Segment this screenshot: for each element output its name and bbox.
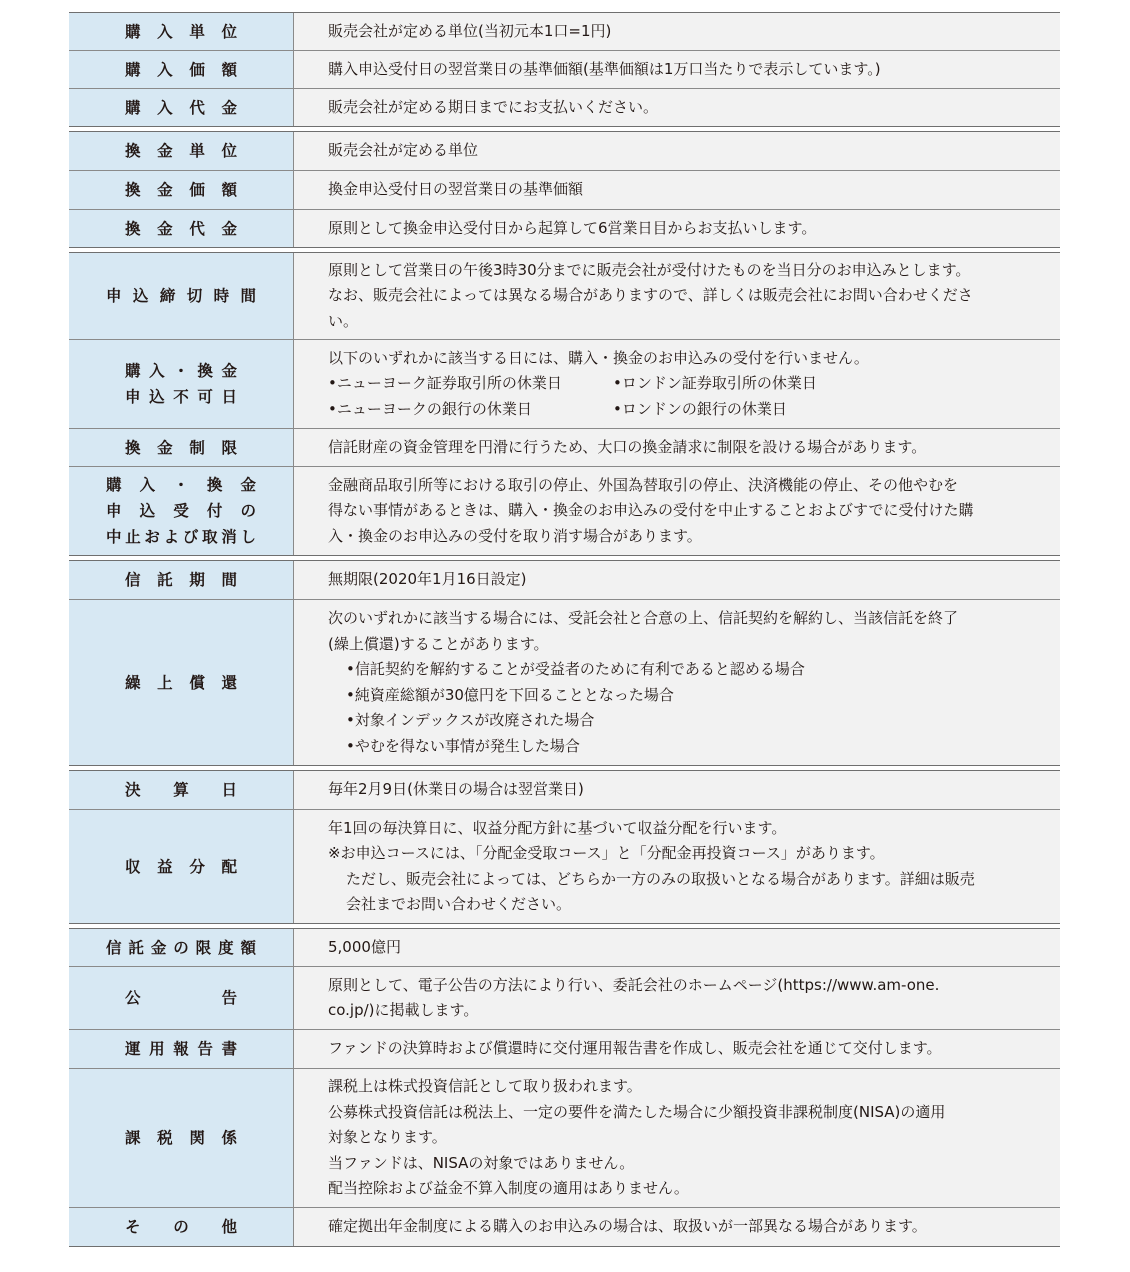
- table-row: [69, 209, 1060, 247]
- table-row: [69, 809, 1060, 923]
- row-content: [294, 810, 1060, 923]
- row-label: [69, 429, 294, 466]
- row-content: [294, 561, 1060, 599]
- content-line: い。: [328, 311, 359, 330]
- row-label: [69, 771, 294, 809]
- content-line: 確定拠出年金制度による購入のお申込みの場合は、取扱いが一部異なる場合があります。: [328, 1217, 927, 1236]
- bullet-item: •ニューヨークの銀行の休業日: [328, 399, 532, 418]
- table-row: [69, 339, 1060, 428]
- table-row: [69, 466, 1060, 555]
- row-content: [294, 210, 1060, 247]
- table-row: [69, 1207, 1060, 1246]
- row-label-line: 購入・換金: [106, 476, 256, 494]
- row-label: [69, 1208, 294, 1246]
- row-label-line: 課税関係: [125, 1129, 237, 1147]
- content-line: 販売会社が定める単位(当初元本1口=1円): [328, 21, 612, 40]
- row-label-line: 決算日: [125, 781, 237, 799]
- content-line: 原則として換金申込受付日から起算して6営業日目からお支払いします。: [328, 218, 817, 237]
- row-label: [69, 210, 294, 247]
- indented-line: •対象インデックスが改廃された場合: [346, 711, 595, 729]
- table-row: [69, 966, 1060, 1029]
- indented-line: ただし、販売会社によっては、どちらか一方のみの取扱いとなる場合があります。詳細は販売: [346, 869, 975, 888]
- table-row: [69, 50, 1060, 88]
- row-label-line: 公告: [125, 989, 237, 1007]
- row-label: [69, 132, 294, 170]
- content-line: 原則として営業日の午後3時30分までに販売会社が受付けたものを当日分のお申込みとします。: [328, 260, 971, 279]
- row-label: [69, 1030, 294, 1068]
- row-content: [294, 340, 1060, 428]
- row-content: [294, 467, 1060, 555]
- row-label-line: 購入・換金: [125, 362, 237, 380]
- content-line: 次のいずれかに該当する場合には、受託会社と合意の上、信託契約を解約し、当該信託を終了: [328, 609, 959, 627]
- content-line: 毎年2月9日(休業日の場合は翌営業日): [328, 780, 584, 799]
- content-line: 無期限(2020年1月16日設定): [328, 570, 527, 589]
- row-label-line: 中止および取消し: [106, 528, 256, 546]
- bullet-row: [328, 371, 1048, 397]
- row-content: [294, 1208, 1060, 1246]
- indented-line: •純資産総額が30億円を下回ることとなった場合: [346, 685, 674, 704]
- bullet-item: •ニューヨーク証券取引所の休業日: [328, 374, 562, 393]
- row-label-line: 繰上償還: [125, 673, 237, 692]
- table-row: [69, 1068, 1060, 1207]
- indented-line: •やむを得ない事情が発生した場合: [346, 736, 580, 755]
- content-line: 5,000億円: [328, 937, 401, 956]
- row-label-line: 運用報告書: [125, 1040, 237, 1058]
- row-label-line: 購入単位: [125, 22, 237, 41]
- content-line: 公募株式投資信託は税法上、一定の要件を満たした場合に少額投資非課税制度(NISA)の適用: [328, 1102, 946, 1121]
- table-row: [69, 253, 1060, 339]
- row-label: [69, 561, 294, 599]
- row-label: [69, 810, 294, 923]
- table-row: [69, 929, 1060, 966]
- row-label: [69, 51, 294, 88]
- table-section: [69, 252, 1060, 556]
- row-content: [294, 89, 1060, 126]
- row-content: [294, 1030, 1060, 1068]
- table-section: [69, 131, 1060, 248]
- bullet-item: •ロンドンの銀行の休業日: [613, 399, 787, 418]
- bullet-item: •ロンドン証券取引所の休業日: [613, 374, 817, 393]
- table-row: [69, 428, 1060, 466]
- row-label: [69, 171, 294, 209]
- row-label-line: 購入価額: [125, 60, 237, 79]
- content-line: co.jp/)に掲載します。: [328, 1001, 479, 1019]
- row-content: [294, 967, 1060, 1029]
- content-line: 年1回の毎決算日に、収益分配方針に基づいて収益分配を行います。: [328, 818, 787, 837]
- content-line: ファンドの決算時および償還時に交付運用報告書を作成し、販売会社を通じて交付します。: [328, 1039, 942, 1058]
- content-line: 金融商品取引所等における取引の停止、外国為替取引の停止、決済機能の停止、その他やむを: [328, 475, 959, 494]
- indented-line: •信託契約を解約することが受益者のために有利であると認める場合: [346, 660, 805, 678]
- content-line: 販売会社が定める単位: [328, 141, 479, 160]
- table-row: [69, 599, 1060, 765]
- table-row: [69, 1029, 1060, 1068]
- row-label: [69, 89, 294, 126]
- table-row: [69, 88, 1060, 126]
- content-line: 得ない事情があるときは、購入・換金のお申込みの受付を中止することおよびすでに受付けた購: [328, 501, 974, 520]
- row-content: [294, 929, 1060, 966]
- table-row: [69, 771, 1060, 809]
- row-content: [294, 253, 1060, 339]
- table-row: [69, 170, 1060, 209]
- table-section: [69, 560, 1060, 766]
- content-line: 以下のいずれかに該当する日には、購入・換金のお申込みの受付を行いません。: [328, 348, 869, 367]
- row-label: [69, 13, 294, 50]
- content-line: 入・換金のお申込みの受付を取り消す場合があります。: [328, 526, 702, 545]
- row-label-line: 申込受付の: [106, 502, 256, 520]
- row-label-line: 申込不可日: [125, 388, 237, 406]
- row-label-line: 換金単位: [125, 142, 237, 160]
- row-content: [294, 51, 1060, 88]
- row-label-line: 信託金の限度額: [106, 938, 256, 957]
- row-content: [294, 429, 1060, 466]
- row-label-line: 申込締切時間: [106, 287, 256, 305]
- content-line: 配当控除および益金不算入制度の適用はありません。: [328, 1179, 689, 1198]
- row-label: [69, 929, 294, 966]
- row-label-line: 換金制限: [125, 438, 237, 457]
- content-line: 換金申込受付日の翌営業日の基準価額: [328, 180, 584, 199]
- bullet-row: [328, 397, 1048, 423]
- content-line: 販売会社が定める期日までにお支払いください。: [328, 97, 659, 116]
- content-line: 対象となります。: [328, 1128, 447, 1147]
- table-section: [69, 928, 1060, 1247]
- content-line: 当ファンドは、NISAの対象ではありません。: [328, 1153, 635, 1172]
- row-label-line: 信託期間: [125, 571, 237, 589]
- row-label-line: 購入代金: [125, 98, 237, 117]
- content-line: 原則として、電子公告の方法により行い、委託会社のホームページ(https://www.am-one.: [328, 975, 940, 994]
- content-line: (繰上償還)することがあります。: [328, 634, 549, 653]
- table-row: [69, 132, 1060, 170]
- table-row: [69, 13, 1060, 50]
- row-content: [294, 771, 1060, 809]
- indented-line: 会社までお問い合わせください。: [346, 895, 572, 913]
- row-label-line: その他: [125, 1218, 237, 1236]
- row-label: [69, 253, 294, 339]
- row-label: [69, 967, 294, 1029]
- table-section: [69, 770, 1060, 924]
- row-label-line: 収益分配: [125, 857, 237, 876]
- content-line: ※お申込コースには、「分配金受取コース」と「分配金再投資コース」があります。: [328, 844, 885, 862]
- row-label: [69, 467, 294, 555]
- row-label-line: 換金代金: [125, 219, 237, 238]
- row-content: [294, 13, 1060, 50]
- row-content: [294, 171, 1060, 209]
- row-content: [294, 1069, 1060, 1207]
- content-line: なお、販売会社によっては異なる場合がありますので、詳しくは販売会社にお問い合わせくださ: [328, 286, 973, 305]
- fund-terms-table: [69, 12, 1060, 1247]
- row-content: [294, 132, 1060, 170]
- row-label: [69, 600, 294, 765]
- content-line: 購入申込受付日の翌営業日の基準価額(基準価額は1万口当たりで表示しています。): [328, 59, 881, 78]
- row-label: [69, 1069, 294, 1207]
- table-row: [69, 561, 1060, 599]
- row-label: [69, 340, 294, 428]
- table-section: [69, 12, 1060, 127]
- row-content: [294, 600, 1060, 765]
- content-line: 信託財産の資金管理を円滑に行うため、大口の換金請求に制限を設ける場合があります。: [328, 437, 927, 456]
- content-line: 課税上は株式投資信託として取り扱われます。: [328, 1077, 642, 1096]
- row-label-line: 換金価額: [125, 181, 237, 199]
